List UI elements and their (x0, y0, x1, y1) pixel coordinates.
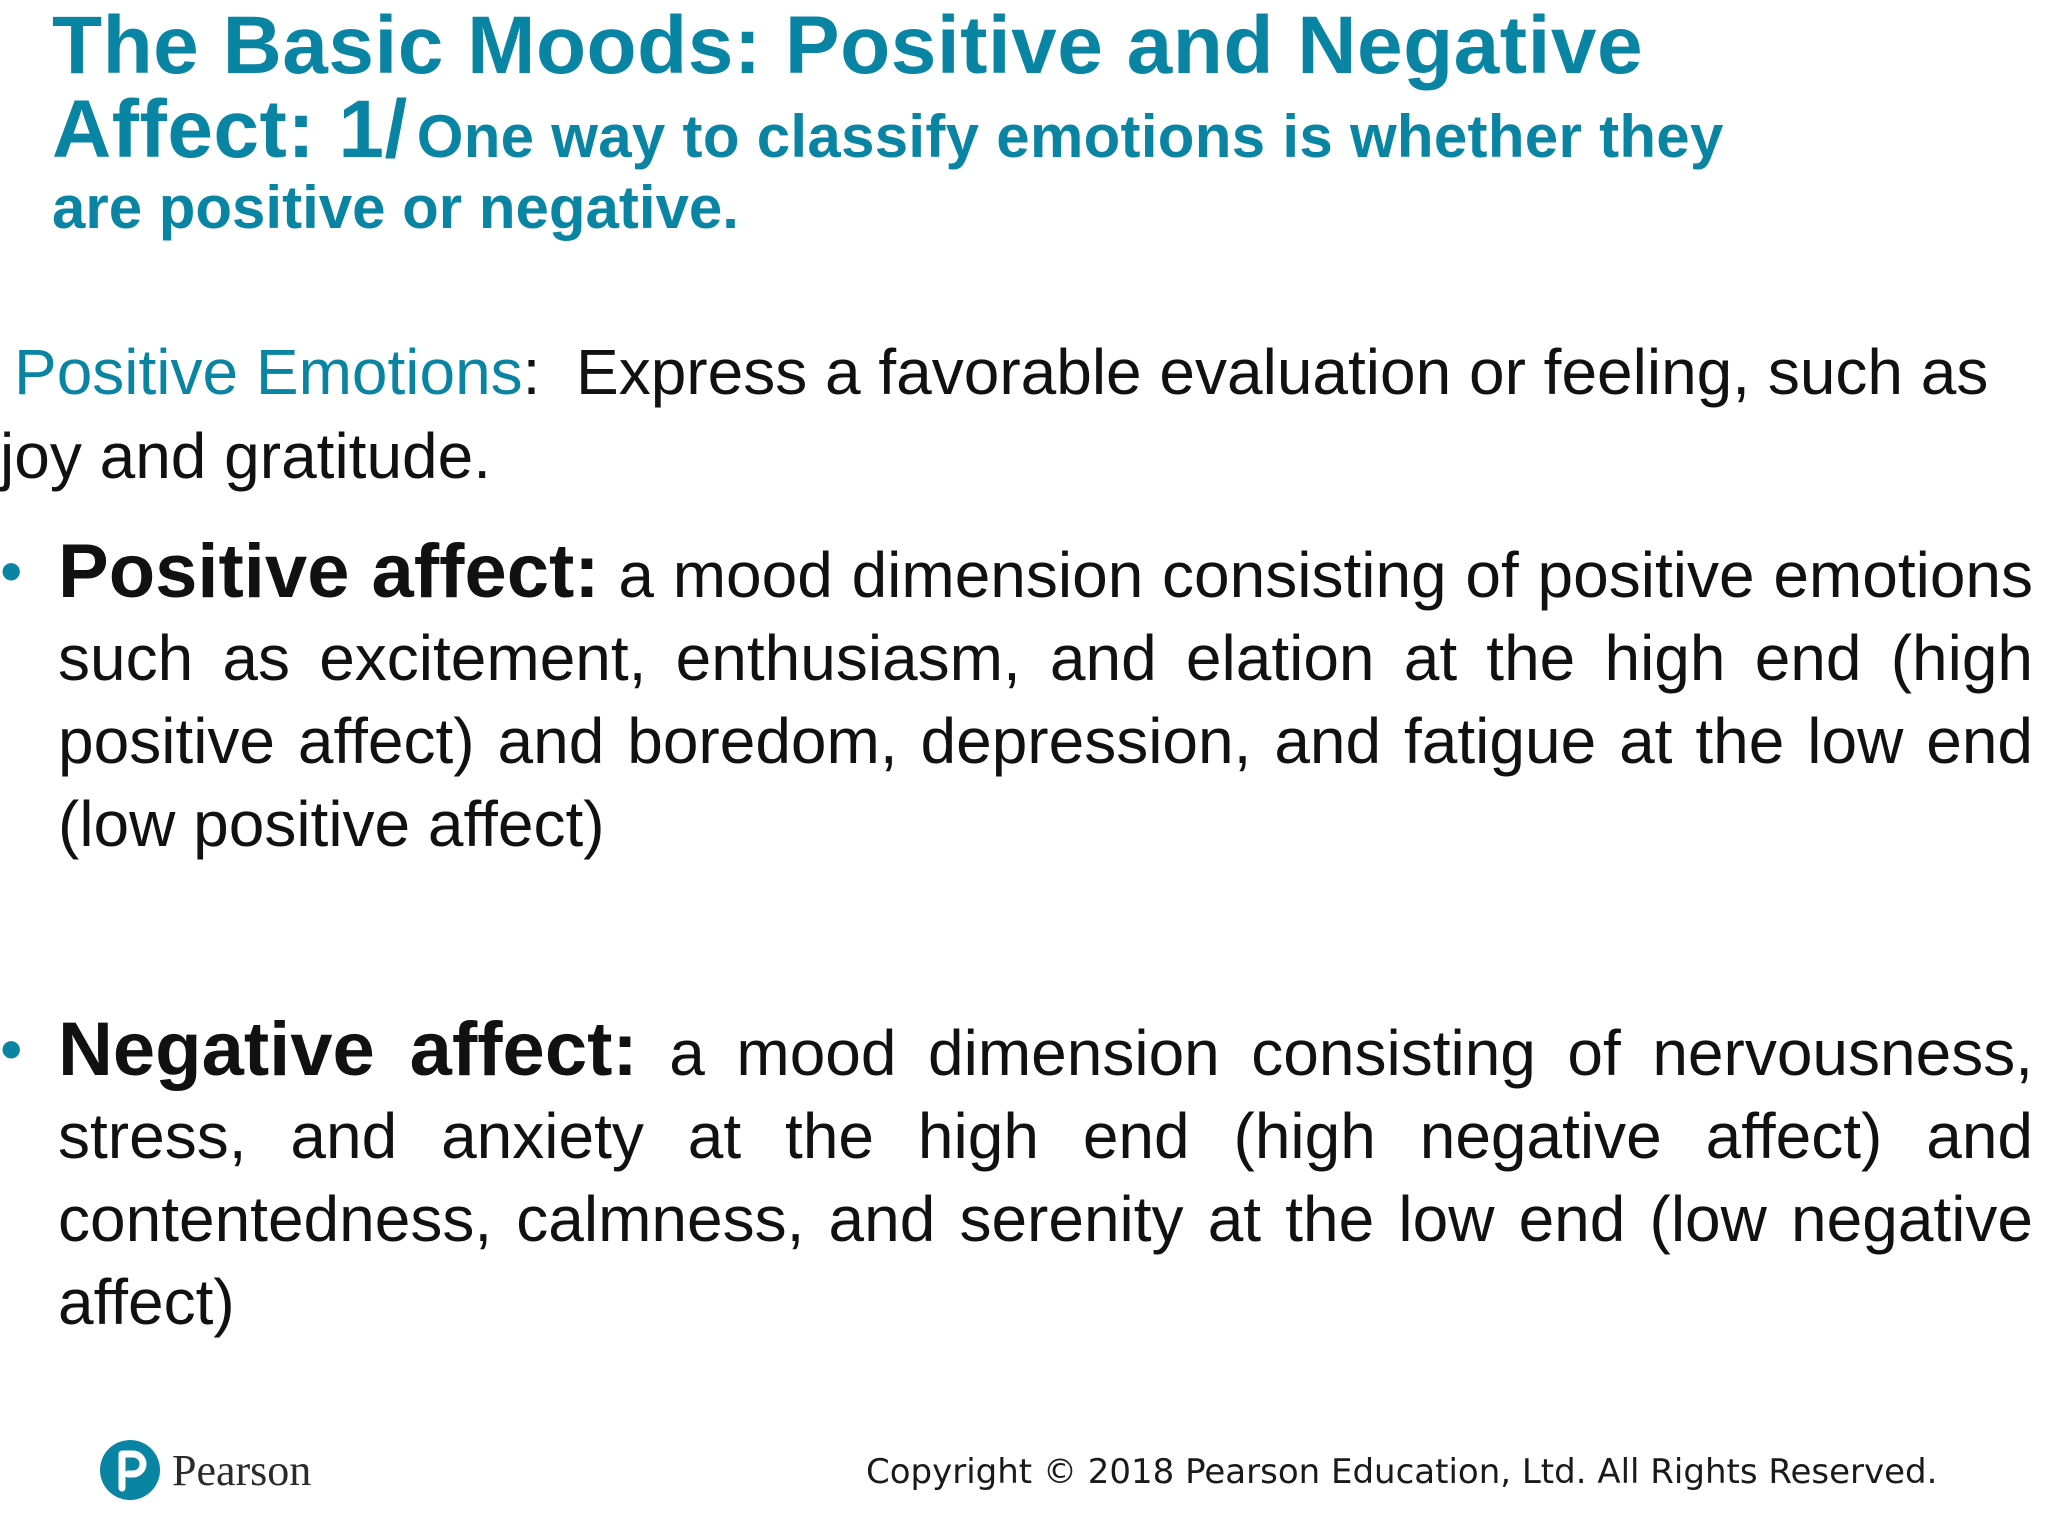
bullet-dot-icon: • (0, 1013, 23, 1085)
logo-wordmark: Pearson (172, 1445, 312, 1495)
title-line-2: Affect: 1/ (52, 83, 408, 175)
bullet-text: a mood dimension consisting of nervousness, stress, and anxiety at the high end (high negative affect) and contentedness, calmness, and serenity at the low end (low negative affect) (58, 1017, 2033, 1338)
copyright-notice: Copyright © 2018 Pearson Education, Ltd. All Rights Reserved. (866, 1452, 1938, 1492)
slide-title (52, 0, 2012, 242)
bullet-term: Negative affect: (58, 1007, 638, 1092)
pearson-p-icon (100, 1440, 160, 1500)
intro-colon: : (522, 336, 541, 408)
pearson-logo (100, 1440, 311, 1500)
title-subtitle-part-2: are positive or negative. (52, 174, 739, 242)
bullet-body (58, 1008, 2033, 1344)
title-subtitle-part-1: One way to classify emotions is whether they (416, 102, 1724, 170)
bullet-negative-affect (0, 1008, 2040, 1344)
bullet-dot-icon: • (0, 535, 23, 607)
intro-paragraph (0, 330, 1990, 498)
title-line-1: The Basic Moods: Positive and Negative (52, 0, 1644, 91)
bullet-term: Positive affect: (58, 529, 600, 614)
intro-term: Positive Emotions (14, 336, 523, 408)
bullet-body (58, 530, 2033, 866)
intro-text: Express a favorable evaluation or feeling, such as joy and gratitude. (0, 336, 1989, 492)
slide-footer (0, 1430, 2048, 1520)
bullet-text: a mood dimension consisting of positive emotions such as excitement, enthusiasm, and elation at the high end (high positive affect) and boredom, depression, and fatigue at the low end (low positive affect) (58, 539, 2034, 860)
bullet-positive-affect (0, 530, 2040, 866)
